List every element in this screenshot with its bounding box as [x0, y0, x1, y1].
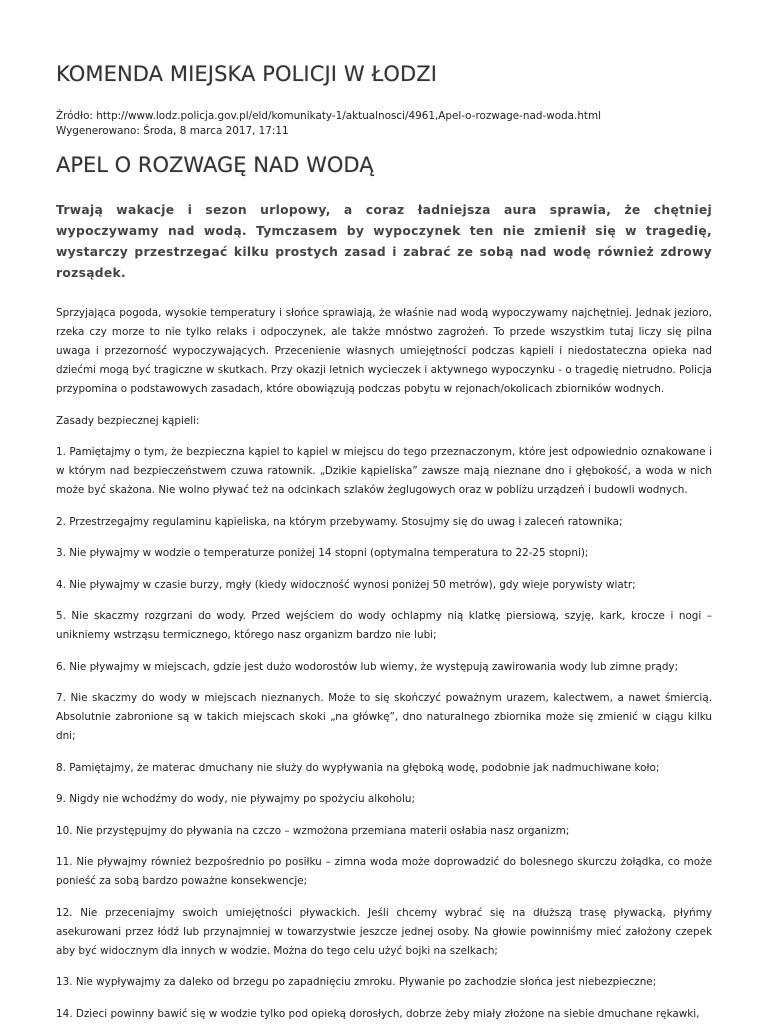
rule-item: 1. Pamiętajmy o tym, że bezpieczna kąpiel to kąpiel w miejscu do tego przeznaczonym, które jest odpowiednio oznakowane i w którym nad bezpieczeństwem czuwa ratownik. „Dzikie kąpieliska” zawsze mają nieznane dno i głębokość, a woda w nich może być skażona. Nie wolno pływać też na odcinkach szlaków żeglugowych oraz w pobliżu urządzeń i budowli wodnych. [56, 446, 712, 497]
rule-item: 5. Nie skaczmy rozgrzani do wody. Przed wejściem do wody ochlapmy nią klatkę piersiową, szyję, kark, krocze i nogi – unikniemy wstrząsu termicznego, którego nasz organizm bardzo nie lubi; [56, 610, 712, 642]
rule-item: 7. Nie skaczmy do wody w miejscach nieznanych. Może to się skończyć poważnym urazem, kalectwem, a nawet śmiercią. Absolutnie zabronione są w takich miejscach skoki „na główkę”, dno naturalnego zbiornika może się zmienić w ciągu kilku dni; [56, 692, 712, 743]
rule-item: 13. Nie wypływajmy za daleko od brzegu po zapadnięciu zmroku. Pływanie po zachodzie słońca jest niebezpieczne; [56, 976, 657, 989]
rule-item: 10. Nie przystępujmy do pływania na czczo – wzmożona przemiana materii osłabia nasz organizm; [56, 824, 570, 837]
article-title: APEL O ROZWAGĘ NAD WODĄ [56, 153, 374, 178]
rule-item: 6. Nie pływajmy w miejscach, gdzie jest dużo wodorostów lub wiemy, że występują zawirowania wody lub zimne prądy; [56, 660, 679, 673]
rule-item: 11. Nie pływajmy również bezpośrednio po posiłku – zimna woda może doprowadzić do bolesnego skurczu żołądka, co może ponieść za sobą bardzo poważne konsekwencje; [56, 856, 712, 888]
document-meta [56, 109, 712, 139]
source-line: Źródło: http://www.lodz.policja.gov.pl/eld/komunikaty-1/aktualnosci/4961,Apel-o-rozwage-nad-woda.html [56, 110, 602, 123]
rule-item: 2. Przestrzegajmy regulaminu kąpieliska, na którym przebywamy. Stosujmy się do uwag i zaleceń ratownika; [56, 515, 623, 528]
generated-line: Wygenerowano: Środa, 8 marca 2017, 17:11 [56, 125, 289, 138]
rules-heading: Zasady bezpiecznej kąpieli: [56, 414, 200, 427]
organization-title: KOMENDA MIEJSKA POLICJI W ŁODZI [56, 62, 438, 86]
rule-item: 14. Dzieci powinny bawić się w wodzie tylko pod opieką dorosłych, dobrze żeby miały złożone na siebie dmuchane rękawki, [56, 1007, 700, 1020]
article-lead: Trwają wakacje i sezon urlopowy, a coraz ładniejsza aura sprawia, że chętniej wypoczywamy nad wodą. Tymczasem by wypoczynek ten nie zmienił się w tragedię, wystarczy przestrzegać kilku prostych zasad i zabrać ze sobą nad wodę również zdrowy rozsądek. [56, 203, 712, 281]
rule-item: 9. Nigdy nie wchodźmy do wody, nie pływajmy po spożyciu alkoholu; [56, 793, 416, 806]
article-intro: Sprzyjająca pogoda, wysokie temperatury i słońce sprawiają, że właśnie nad wodą wypoczywamy najchętniej. Jednak jezioro, rzeka czy morze to nie tylko relaks i odpoczynek, ale także mnóstwo zagrożeń. To przede wszystkim tutaj liczy się pilna uwaga i przezorność wypoczywających. Przecenienie własnych umiejętności podczas kąpieli i niedostateczna opieka nad dziećmi mogą być tragiczne w skutkach. Przy okazji letnich wycieczek i aktywnego wypoczynku - o tragedię nietrudno. Policja przypomina o podstawowych zasadach, które obowiązują podczas pobytu w rejonach/okolicach zbiorników wodnych. [56, 307, 712, 396]
rule-item: 12. Nie przeceniajmy swoich umiejętności pływackich. Jeśli chcemy wybrać się na dłuższą trasę pływacką, płyńmy asekurowani przez łódź lub przynajmniej w towarzystwie jeszcze jednej osoby. Na głowie powinniśmy mieć założony czepek aby być widocznym dla innych w wodzie. Można do tego celu użyć bojki na szelkach; [56, 906, 712, 957]
rule-item: 8. Pamiętajmy, że materac dmuchany nie służy do wypływania na głęboką wodę, podobnie jak nadmuchiwane koło; [56, 761, 660, 774]
rule-item: 3. Nie pływajmy w wodzie o temperaturze poniżej 14 stopni (optymalna temperatura to 22-25 stopni); [56, 547, 589, 560]
rule-item: 4. Nie pływajmy w czasie burzy, mgły (kiedy widoczność wynosi poniżej 50 metrów), gdy wieje porywisty wiatr; [56, 578, 636, 591]
article-body [56, 304, 712, 1024]
